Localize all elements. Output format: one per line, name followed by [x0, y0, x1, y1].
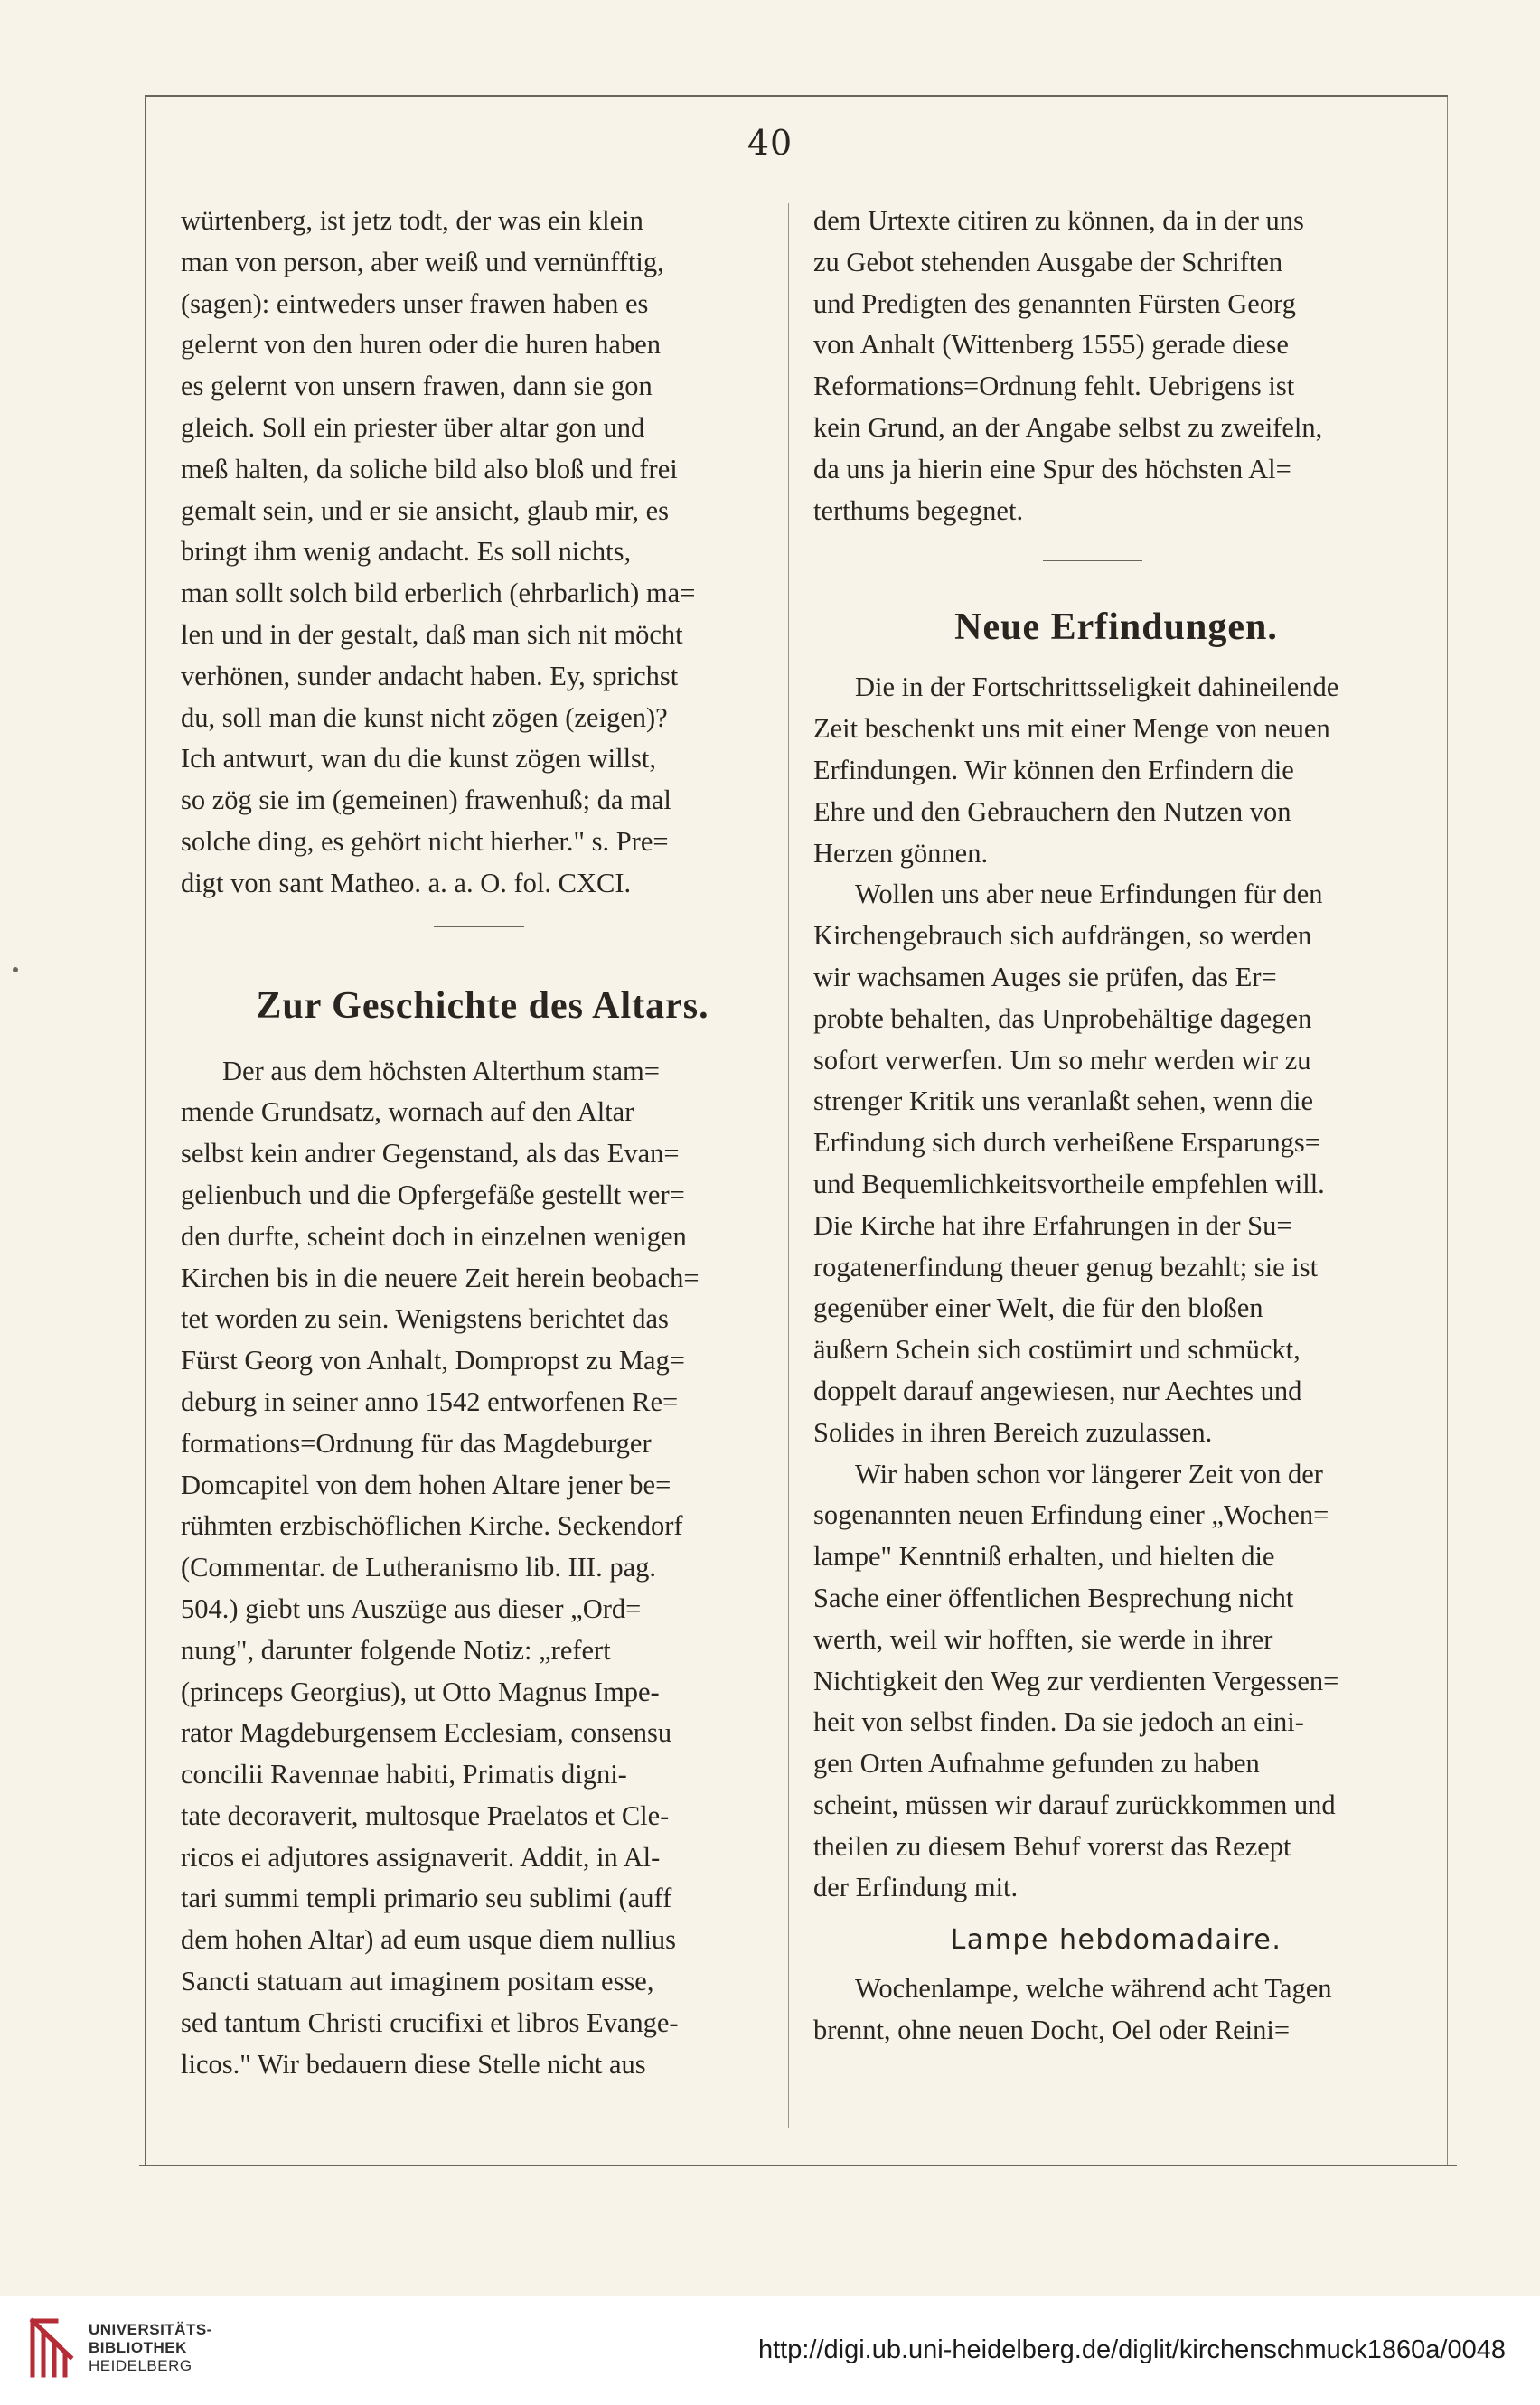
source-url-link[interactable]: http://digi.ub.uni-heidelberg.de/diglit/kirchenschmuck1860a/0048 [757, 2335, 1506, 2364]
text-line: Erfindung sich durch verheißene Ersparungs= [813, 1127, 1320, 1159]
recipe-subheading: Lampe hebdomadaire. [950, 1924, 1282, 1957]
text-line: da uns ja hierin eine Spur des höchsten Al= [813, 453, 1291, 484]
column-divider [788, 203, 789, 2128]
text-line: du, soll man die kunst nicht zögen (zeigen)? [181, 701, 668, 733]
text-line: digt von sant Matheo. a. a. O. fol. CXCI. [181, 867, 632, 898]
frame-bottom-rule [139, 2165, 1457, 2166]
library-name [89, 2321, 212, 2375]
digitization-footer [0, 2296, 1540, 2405]
library-name-line: HEIDELBERG [89, 2357, 192, 2374]
text-line: äußern Schein sich costümirt und schmückt, [813, 1334, 1301, 1366]
text-line: so zög sie im (gemeinen) frawenhuß; da mal [181, 784, 671, 816]
text-line: (princeps Georgius), ut Otto Magnus Impe- [181, 1676, 660, 1707]
text-line: der Erfindung mit. [813, 1872, 1019, 1903]
right-para-2 [813, 667, 1419, 874]
right-para-1 [813, 201, 1419, 531]
text-line: verhönen, sunder andacht haben. Ey, sprichst [181, 660, 679, 691]
frame-right-rule [1447, 97, 1448, 2166]
text-line: man von person, aber weiß und vernünfftig, [181, 246, 664, 277]
text-line: Herzen gönnen. [813, 837, 989, 869]
left-column [181, 201, 784, 2085]
left-para-2 [181, 1051, 784, 2086]
text-line: Kirchen bis in die neuere Zeit herein beobach= [181, 1262, 700, 1293]
text-line: Der aus dem höchsten Alterthum stam= [222, 1055, 660, 1086]
text-line: gemalt sein, und er sie ansicht, glaub mir, es [181, 494, 670, 526]
library-name-line: UNIVERSITÄTS- [89, 2321, 212, 2338]
text-line: tate decoraverit, multosque Praelatos et Cle- [181, 1799, 670, 1831]
text-line: rühmten erzbischöflichen Kirche. Seckendorf [181, 1510, 683, 1542]
text-line: tari summi templi primario seu sublimi (auff [181, 1883, 672, 1914]
text-line: Ehre und den Gebrauchern den Nutzen von [813, 795, 1291, 827]
text-line: ricos ei adjutores assignaverit. Addit, in Al- [181, 1841, 661, 1873]
text-line: doppelt darauf angewiesen, nur Aechtes und [813, 1375, 1302, 1406]
text-line: werth, weil wir hofften, sie werde in ihrer [813, 1623, 1273, 1655]
text-line: bringt ihm wenig andacht. Es soll nichts, [181, 536, 632, 568]
text-line: formations=Ordnung für das Magdeburger [181, 1427, 652, 1459]
text-line: Sache einer öffentlichen Besprechung nicht [813, 1582, 1294, 1613]
text-line: licos." Wir bedauern diese Stelle nicht aus [181, 2048, 646, 2080]
text-line: lampe" Kenntniß erhalten, und hielten die [813, 1541, 1275, 1573]
text-line: len und in der gestalt, daß man sich nit möcht [181, 618, 683, 650]
text-line: Ich antwurt, wan du die kunst zögen willst, [181, 743, 657, 775]
text-line: und Predigten des genannten Fürsten Georg [813, 287, 1296, 319]
section-heading-altar: Zur Geschichte des Altars. [256, 984, 709, 1027]
text-line: (Commentar. de Lutheranismo lib. III. pag. [181, 1552, 656, 1583]
text-line: gegenüber einer Welt, die für den bloßen [813, 1292, 1263, 1324]
text-line: mende Grundsatz, wornach auf den Altar [181, 1096, 634, 1128]
section-separator [813, 531, 1419, 577]
text-line: man sollt solch bild erberlich (ehrbarlich) ma= [181, 578, 696, 609]
text-line: es gelernt von unsern frawen, dann sie gon [181, 371, 653, 402]
text-line: Reformations=Ordnung fehlt. Uebrigens ist [813, 371, 1295, 402]
text-line: wir wachsamen Auges sie prüfen, das Er= [813, 961, 1277, 992]
text-line: tet worden zu sein. Wenigstens berichtet das [181, 1303, 669, 1335]
text-line: dem hohen Altar) ad eum usque diem nullius [181, 1924, 677, 1956]
text-line: solche ding, es gehört nicht hierher." s. Pre= [181, 825, 669, 857]
page-number: 40 [747, 123, 793, 163]
text-line: concilii Ravennae habiti, Primatis digni- [181, 1759, 627, 1790]
text-line: rogatenerfindung theuer genug bezahlt; sie ist [813, 1251, 1319, 1282]
text-line: Kirchengebrauch sich aufdrängen, so werden [813, 920, 1312, 952]
paper-spot [13, 967, 18, 972]
text-line: den durfte, scheint doch in einzelnen wenigen [181, 1220, 687, 1252]
text-line: gen Orten Aufnahme gefunden zu haben [813, 1748, 1260, 1780]
text-line: zu Gebot stehenden Ausgabe der Schriften [813, 246, 1283, 277]
text-line: und Bequemlichkeitsvortheile empfehlen will. [813, 1168, 1325, 1199]
section-heading-inventions: Neue Erfindungen. [954, 606, 1278, 649]
text-line: strenger Kritik uns veranlaßt sehen, wenn die [813, 1085, 1314, 1117]
text-line: Die in der Fortschrittsseligkeit dahineilende [855, 672, 1339, 703]
text-line: von Anhalt (Wittenberg 1555) gerade diese [813, 329, 1289, 361]
right-para-3 [813, 874, 1419, 1453]
text-line: Wochenlampe, welche während acht Tagen [855, 1973, 1332, 2005]
text-line: sed tantum Christi crucifixi et libros Evange- [181, 2006, 679, 2038]
library-name-line: BIBLIOTHEK [89, 2339, 187, 2356]
text-line: terthums begegnet. [813, 494, 1024, 526]
right-para-4 [813, 1454, 1419, 1910]
text-line: Solides in ihren Bereich zuzulassen. [813, 1416, 1213, 1448]
text-line: scheint, müssen wir darauf zurückkommen und [813, 1789, 1336, 1820]
text-line: brennt, ohne neuen Docht, Oel oder Reini= [813, 2015, 1291, 2046]
text-line: Wir haben schon vor längerer Zeit von der [855, 1458, 1323, 1489]
text-line: (sagen): eintweders unser frawen haben es [181, 287, 649, 319]
left-para-1 [181, 201, 784, 905]
text-line: Nichtigkeit den Weg zur verdienten Vergessen= [813, 1665, 1339, 1696]
text-line: sogenannten neuen Erfindung einer „Wochen= [813, 1499, 1329, 1531]
text-line: dem Urtexte citiren zu können, da in der uns [813, 205, 1304, 236]
text-line: Wollen uns aber neue Erfindungen für den [855, 878, 1323, 910]
text-line: sofort verwerfen. Um so mehr werden wir zu [813, 1044, 1311, 1076]
text-line: Domcapitel von dem hohen Altare jener be= [181, 1469, 671, 1500]
text-line: deburg in seiner anno 1542 entworfenen Re= [181, 1386, 679, 1417]
library-logo-icon [23, 2316, 80, 2381]
text-line: Fürst Georg von Anhalt, Dompropst zu Mag= [181, 1345, 685, 1376]
text-line: Sancti statuam aut imaginem positam esse, [181, 1966, 654, 1997]
text-line: meß halten, da soliche bild also bloß und frei [181, 453, 678, 484]
text-line: rator Magdeburgensem Ecclesiam, consensu [181, 1717, 672, 1749]
section-separator [181, 905, 784, 948]
text-line: kein Grund, an der Angabe selbst zu zweifeln, [813, 411, 1323, 443]
text-line: selbst kein andrer Gegenstand, als das Evan= [181, 1138, 680, 1170]
text-line: gleich. Soll ein priester über altar gon und [181, 411, 645, 443]
text-line: Erfindungen. Wir können den Erfindern die [813, 754, 1294, 785]
text-line: gelienbuch und die Opfergefäße gestellt wer= [181, 1179, 685, 1210]
text-line: gelernt von den huren oder die huren haben [181, 329, 662, 361]
text-line: Die Kirche hat ihre Erfahrungen in der Su= [813, 1209, 1292, 1241]
text-line: Zeit beschenkt uns mit einer Menge von neuen [813, 713, 1330, 745]
text-line: heit von selbst finden. Da sie jedoch an eini- [813, 1706, 1304, 1738]
text-line: würtenberg, ist jetz todt, der was ein klein [181, 205, 643, 236]
text-line: nung", darunter folgende Notiz: „refert [181, 1634, 611, 1666]
text-line: 504.) giebt uns Auszüge aus dieser „Ord= [181, 1592, 642, 1624]
right-column [813, 201, 1419, 2052]
text-line: probte behalten, das Unprobehältige dagegen [813, 1002, 1312, 1034]
text-line: theilen zu diesem Behuf vorerst das Rezept [813, 1830, 1291, 1862]
right-para-5 [813, 1968, 1419, 2052]
